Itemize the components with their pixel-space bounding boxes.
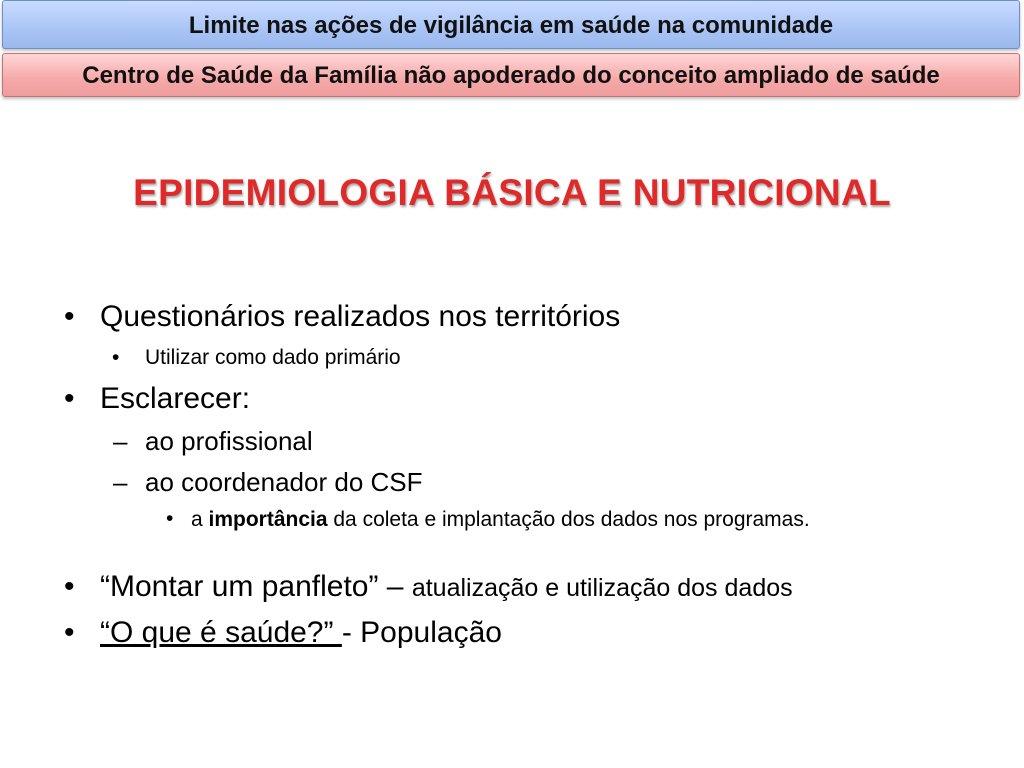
bullet-text: Esclarecer: (100, 382, 251, 415)
bullet-marker: • (112, 346, 120, 369)
subtitle-banner (2, 53, 1020, 97)
bullet-text: ao coordenador do CSF (145, 467, 423, 497)
bullet-marker: • (64, 616, 75, 649)
bullet-text-post: da coleta e implantação dos dados nos programas. (327, 508, 810, 531)
dash-marker: – (113, 426, 128, 456)
bullet-marker: • (64, 570, 75, 603)
bullet-text-small: atualização e utilização dos dados (411, 574, 793, 602)
bullet-text (191, 507, 891, 532)
bullet-marker: • (64, 300, 75, 333)
bullet-text: ao profissional (145, 426, 313, 456)
bullet-marker: • (64, 382, 75, 415)
dash-marker: – (113, 467, 128, 497)
top-banner-text: Limite nas ações de vigilância em saúde na comunidade (188, 12, 834, 39)
bullet-marker: • (166, 507, 174, 530)
slide-title: EPIDEMIOLOGIA BÁSICA E NUTRICIONAL (133, 172, 891, 213)
bullet-text: Questionários realizados nos territórios (100, 300, 621, 333)
top-banner (2, 0, 1020, 49)
bullet-text-underlined: “O que é saúde?” (100, 616, 342, 649)
bullet-text (100, 616, 502, 650)
bullet-text-rest: - População (341, 616, 502, 649)
bullet-text-main: “Montar um panfleto” – (100, 570, 412, 603)
bullet-text: Utilizar como dado primário (145, 346, 401, 369)
bullet-text-bold: importância (208, 508, 328, 531)
bullet-text (100, 570, 793, 604)
bullet-text-pre: a (191, 508, 209, 531)
subtitle-banner-text: Centro de Saúde da Família não apoderado do conceito ampliado de saúde (82, 62, 940, 89)
